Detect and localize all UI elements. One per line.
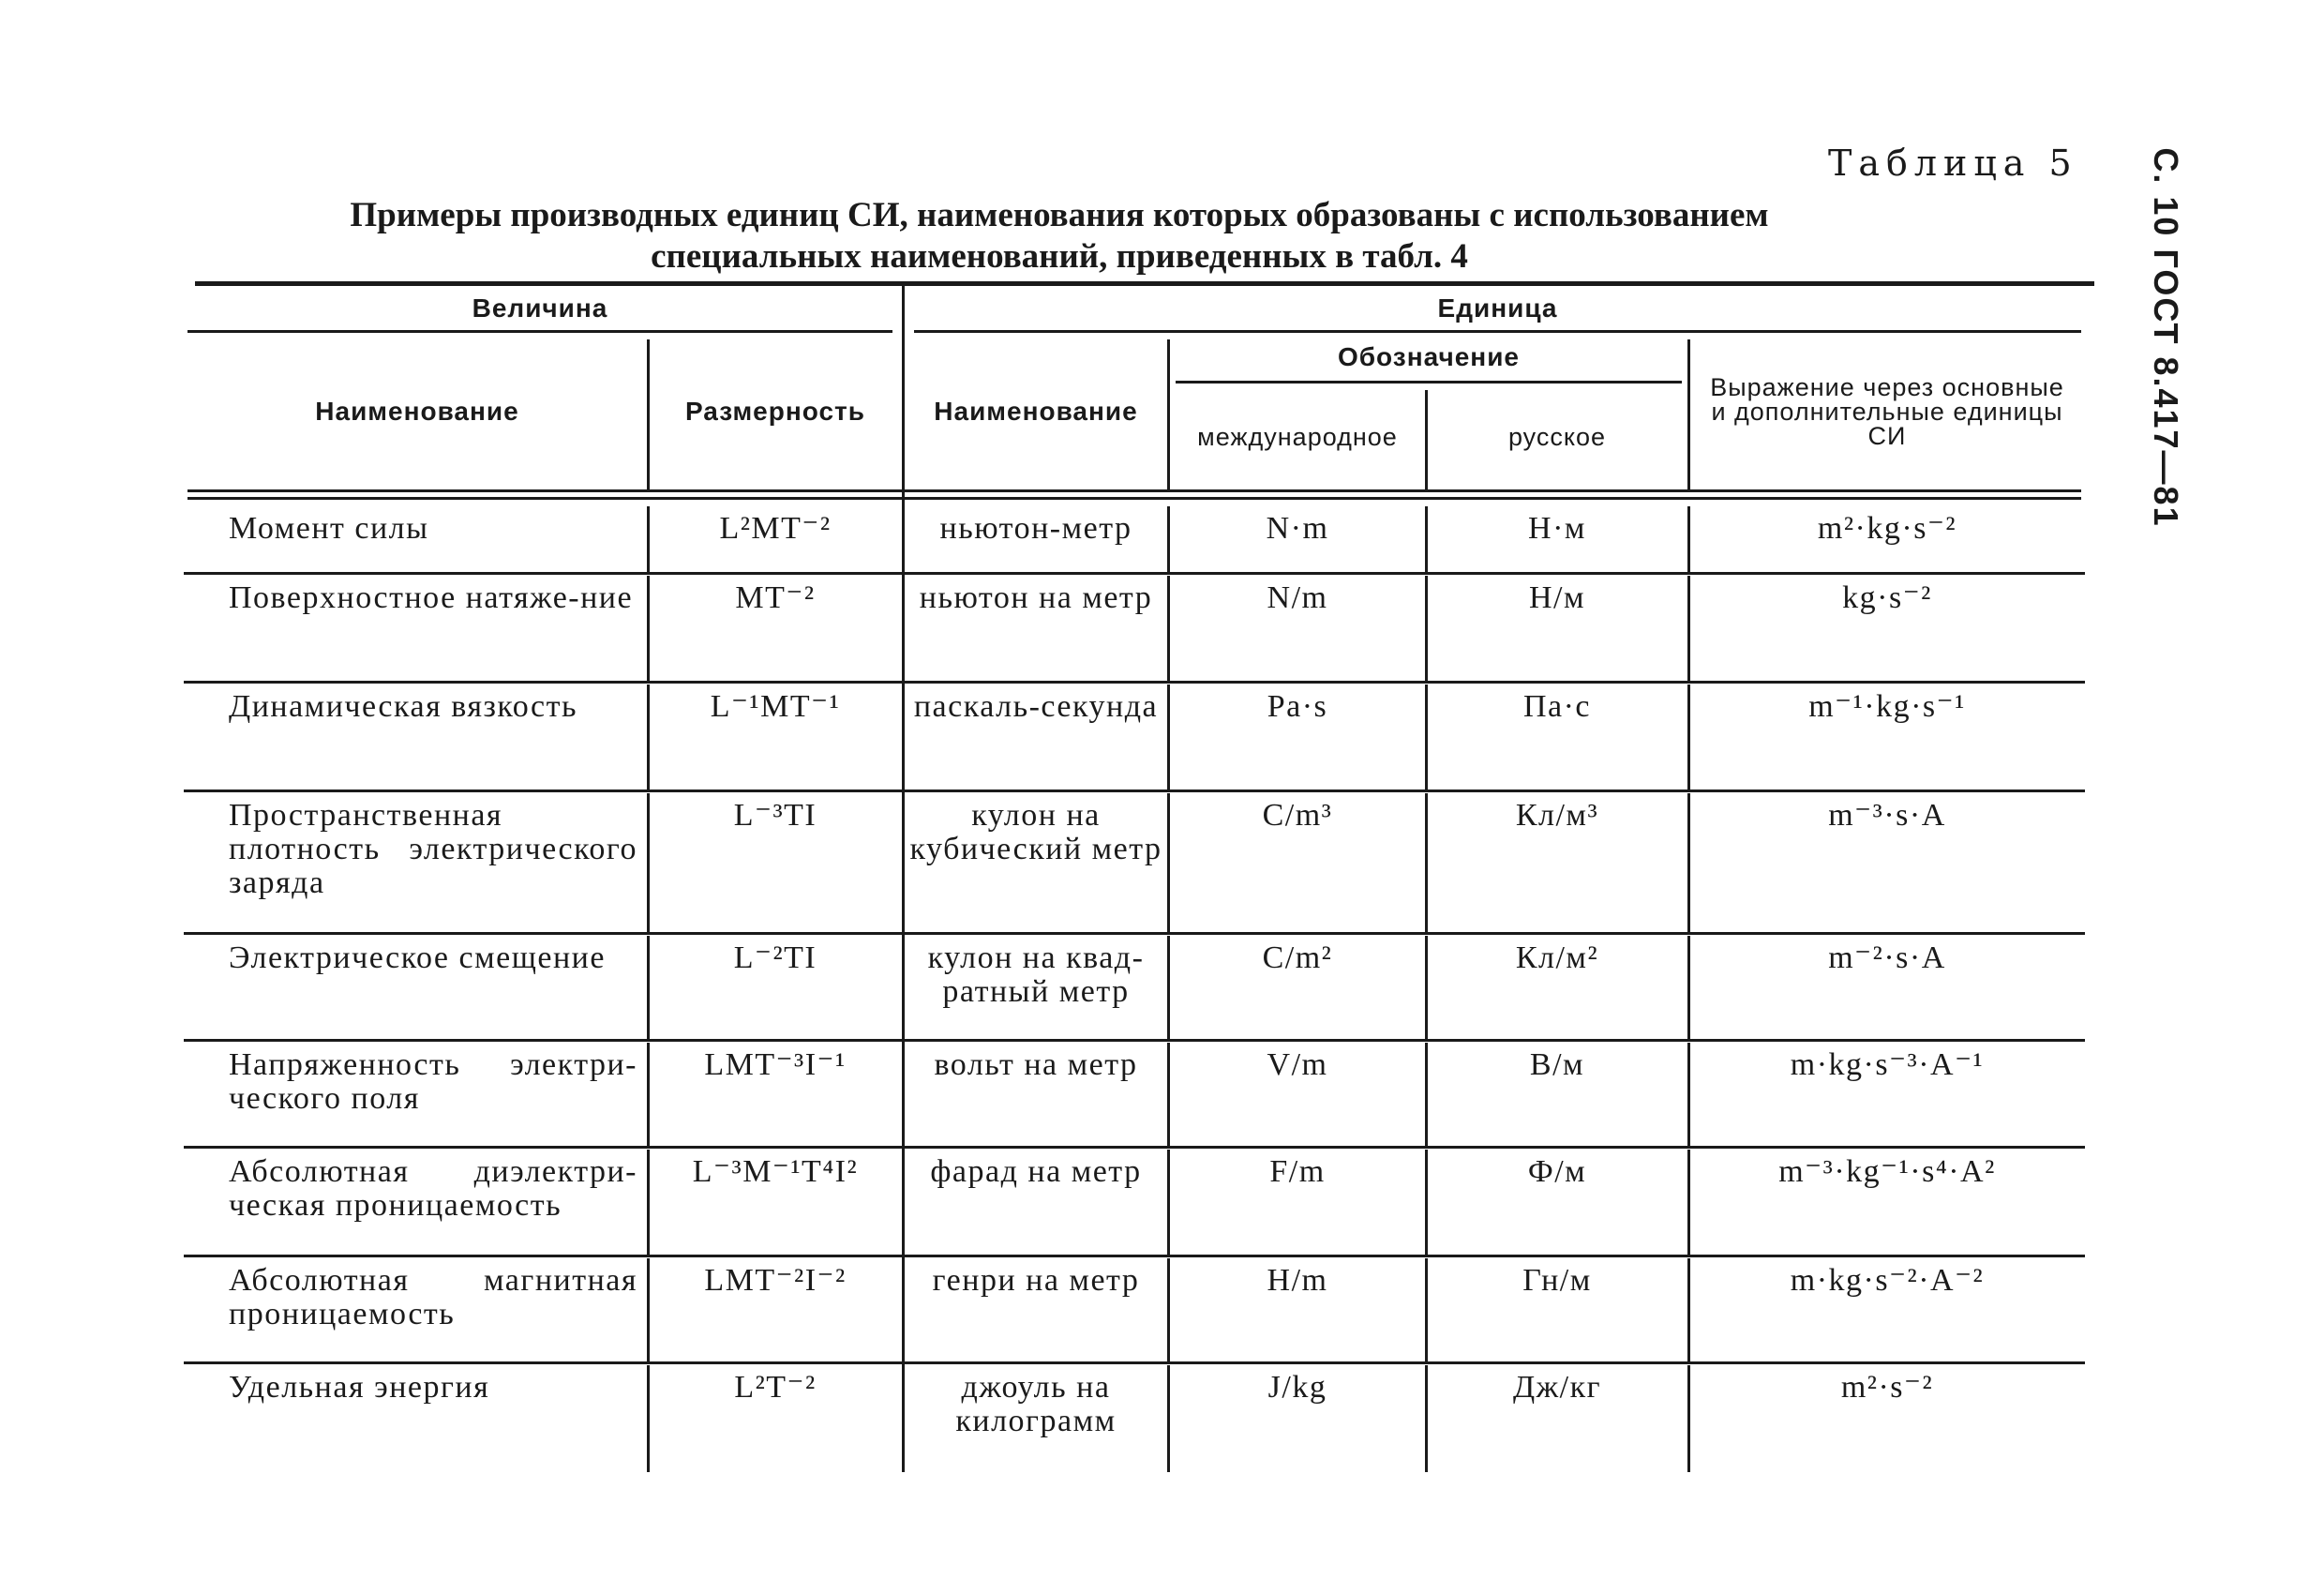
row-quantity-name-text: Напряженность электри-ческого поля	[229, 1047, 637, 1116]
row-russian	[1427, 941, 1687, 1037]
row-divider	[1687, 1365, 1690, 1472]
row-expression-text: m⁻²·s·A	[1828, 940, 1946, 975]
row-unit-name-text: паскаль-секунда	[913, 689, 1159, 724]
row-separator	[184, 1039, 2085, 1042]
table-top-rule	[195, 281, 2094, 286]
row-divider	[1425, 684, 1428, 789]
row-unit-name	[905, 1155, 1167, 1253]
row-international	[1170, 941, 1425, 1037]
row-divider	[1167, 936, 1170, 1039]
row-unit-name	[905, 1048, 1167, 1144]
row-divider	[1687, 576, 1690, 681]
row-divider	[1687, 684, 1690, 789]
row-expression-text: kg·s⁻²	[1842, 580, 1932, 615]
row-russian-text: Гн/м	[1522, 1263, 1592, 1298]
row-separator	[184, 932, 2085, 935]
row-unit-name-text: фарад на метр	[930, 1154, 1142, 1189]
row-unit-name	[905, 690, 1167, 788]
row-expression-text: m·kg·s⁻²·A⁻²	[1790, 1263, 1985, 1298]
row-international	[1170, 581, 1425, 679]
row-international	[1170, 1264, 1425, 1360]
row-unit-name-text: кулон на кубический метр	[909, 798, 1162, 866]
row-separator	[184, 572, 2085, 575]
row-russian-text: В/м	[1529, 1047, 1585, 1082]
row-dimension	[649, 1155, 902, 1253]
row-international-text: H/m	[1267, 1263, 1328, 1298]
row-russian-text: Ф/м	[1527, 1154, 1587, 1189]
header-dimension: Размерность	[685, 397, 865, 426]
row-divider	[1167, 1365, 1170, 1472]
row-quantity-name-text: Абсолютная магнитная проницаемость	[229, 1263, 637, 1331]
row-dimension-text: L⁻¹MT⁻¹	[710, 689, 841, 724]
row-divider	[1687, 506, 1690, 572]
row-russian	[1427, 1371, 1687, 1470]
row-expression-text: m·kg·s⁻³·A⁻¹	[1790, 1047, 1985, 1082]
row-dimension-text: LMT⁻²I⁻²	[704, 1263, 847, 1298]
row-divider	[1687, 1150, 1690, 1255]
row-separator	[184, 1146, 2085, 1149]
row-dimension	[649, 581, 902, 679]
row-quantity-name-text: Динамическая вязкость	[229, 689, 578, 724]
row-russian	[1427, 1264, 1687, 1360]
row-expression-text: m²·kg·s⁻²	[1817, 511, 1957, 546]
row-russian	[1427, 581, 1687, 679]
row-expression	[1690, 941, 2084, 1037]
header-bottom-rule-2	[187, 497, 2081, 500]
row-russian	[1427, 1048, 1687, 1144]
row-divider	[1167, 1150, 1170, 1255]
row-dimension-text: L⁻³TI	[733, 798, 817, 833]
row-international-text: N·m	[1266, 511, 1329, 546]
row-international	[1170, 1048, 1425, 1144]
row-dimension	[649, 690, 902, 788]
row-divider	[1425, 1365, 1428, 1472]
row-divider	[1425, 936, 1428, 1039]
row-international-text: V/m	[1267, 1047, 1328, 1082]
row-unit-name-text: ньютон-метр	[939, 511, 1132, 546]
row-divider	[647, 1043, 650, 1146]
row-russian-text: Н/м	[1528, 580, 1585, 615]
row-divider	[1167, 793, 1170, 932]
row-quantity-name	[187, 512, 647, 570]
row-separator	[184, 789, 2085, 792]
row-expression-text: m²·s⁻²	[1840, 1370, 1934, 1405]
row-international-text: C/m³	[1262, 798, 1333, 833]
row-unit-name-text: вольт на метр	[934, 1047, 1138, 1082]
row-expression	[1690, 690, 2084, 788]
row-russian	[1427, 799, 1687, 930]
row-international-text: C/m²	[1262, 940, 1333, 975]
row-expression	[1690, 1264, 2084, 1360]
row-international	[1170, 1371, 1425, 1470]
designation-rule	[1176, 381, 1682, 383]
row-quantity-name-text: Пространственная плотность электрического заряда	[229, 798, 637, 900]
row-expression	[1690, 1371, 2084, 1470]
table-title-line-1: Примеры производных единиц СИ, наименования которых образованы с использованием	[350, 196, 1769, 234]
row-international	[1170, 799, 1425, 930]
row-divider	[1425, 1150, 1428, 1255]
row-international-text: F/m	[1269, 1154, 1326, 1189]
row-divider	[647, 1150, 650, 1255]
row-quantity-name	[187, 1155, 647, 1253]
row-russian	[1427, 512, 1687, 570]
row-divider	[1687, 936, 1690, 1039]
row-dimension	[649, 941, 902, 1037]
header-unit-name: Наименование	[934, 397, 1138, 426]
row-divider	[1425, 506, 1428, 572]
row-dimension	[649, 1048, 902, 1144]
row-international	[1170, 690, 1425, 788]
table-title-line-2: специальных наименований, приведенных в табл. 4	[651, 237, 1468, 276]
row-quantity-name-text: Удельная энергия	[229, 1370, 490, 1405]
row-divider	[647, 576, 650, 681]
row-expression	[1690, 512, 2084, 570]
row-russian-text: Н·м	[1528, 511, 1586, 546]
unit-group-rule	[914, 330, 2081, 333]
row-dimension-text: L⁻²TI	[733, 940, 817, 975]
header-unit: Единица	[1437, 293, 1558, 323]
row-unit-name-text: кулон на квад-ратный метр	[927, 940, 1145, 1009]
row-divider	[1687, 1258, 1690, 1361]
header-quantity: Величина	[472, 293, 608, 323]
row-separator	[184, 1255, 2085, 1257]
row-expression-text: m⁻³·kg⁻¹·s⁴·A²	[1778, 1154, 1996, 1189]
row-divider	[647, 1258, 650, 1361]
row-dimension-text: L²T⁻²	[734, 1370, 817, 1405]
page-number-standard: С. 10 ГОСТ 8.417—81	[2147, 147, 2185, 528]
row-expression	[1690, 581, 2084, 679]
row-russian	[1427, 690, 1687, 788]
row-divider	[1687, 793, 1690, 932]
row-quantity-name	[187, 581, 647, 679]
row-divider	[1167, 576, 1170, 681]
quantity-group-rule	[187, 330, 892, 333]
row-expression-text: m⁻¹·kg·s⁻¹	[1808, 689, 1966, 724]
row-unit-name	[905, 512, 1167, 570]
row-russian-text: Кл/м²	[1515, 940, 1599, 975]
table-title	[337, 195, 1781, 278]
row-quantity-name	[187, 1371, 647, 1470]
row-divider	[1425, 1043, 1428, 1146]
row-separator	[184, 681, 2085, 684]
row-quantity-name-text: Момент силы	[229, 511, 429, 546]
row-divider	[647, 684, 650, 789]
row-russian-text: Па·с	[1522, 689, 1592, 724]
row-divider	[1425, 576, 1428, 681]
row-unit-name	[905, 1264, 1167, 1360]
row-dimension	[649, 1264, 902, 1360]
row-quantity-name-text: Электрическое смещение	[229, 940, 606, 975]
row-divider	[1167, 1258, 1170, 1361]
row-unit-name-text: генри на метр	[932, 1263, 1140, 1298]
row-dimension	[649, 512, 902, 570]
row-dimension-text: L²MT⁻²	[719, 511, 832, 546]
table-number-label: Таблица 5	[1828, 143, 2078, 184]
row-divider	[1167, 684, 1170, 789]
row-divider	[647, 936, 650, 1039]
row-expression	[1690, 1155, 2084, 1253]
row-expression	[1690, 799, 2084, 930]
row-quantity-name	[187, 1264, 647, 1360]
row-international-text: J/kg	[1267, 1370, 1327, 1405]
header-bottom-rule-1	[187, 489, 2081, 492]
row-dimension-text: MT⁻²	[735, 580, 816, 615]
row-divider	[1167, 1043, 1170, 1146]
row-separator	[184, 1361, 2085, 1364]
row-quantity-name-text: Поверхностное натяже-ние	[229, 580, 634, 615]
row-divider	[1425, 793, 1428, 932]
row-unit-name	[905, 799, 1167, 930]
row-quantity-name	[187, 1048, 647, 1144]
row-international	[1170, 512, 1425, 570]
page-side-header	[2137, 147, 2194, 528]
row-dimension	[649, 799, 902, 930]
row-quantity-name	[187, 690, 647, 788]
row-expression-text: m⁻³·s·A	[1828, 798, 1946, 833]
row-unit-name-text: ньютон на метр	[919, 580, 1153, 615]
header-international: международное	[1197, 423, 1398, 451]
row-unit-name	[905, 1371, 1167, 1470]
row-quantity-name	[187, 941, 647, 1037]
row-international-text: N/m	[1267, 580, 1328, 615]
row-international	[1170, 1155, 1425, 1253]
row-divider	[1425, 1258, 1428, 1361]
row-divider	[1167, 506, 1170, 572]
row-russian-text: Кл/м³	[1515, 798, 1599, 833]
row-russian	[1427, 1155, 1687, 1253]
row-divider	[1687, 1043, 1690, 1146]
row-divider	[647, 506, 650, 572]
row-divider	[647, 1365, 650, 1472]
header-designation: Обозначение	[1337, 342, 1521, 371]
row-unit-name-text: джоуль на килограмм	[955, 1370, 1117, 1438]
row-russian-text: Дж/кг	[1512, 1370, 1602, 1405]
row-unit-name	[905, 581, 1167, 679]
row-dimension-text: L⁻³M⁻¹T⁴I²	[692, 1154, 859, 1189]
row-expression	[1690, 1048, 2084, 1144]
row-dimension-text: LMT⁻³I⁻¹	[704, 1047, 847, 1082]
row-quantity-name	[187, 799, 647, 930]
header-russian: русское	[1507, 423, 1607, 451]
header-quantity-name: Наименование	[315, 397, 519, 426]
row-unit-name	[905, 941, 1167, 1037]
row-dimension	[649, 1371, 902, 1470]
row-quantity-name-text: Абсолютная диэлектри-ческая проницаемость	[229, 1154, 637, 1223]
header-expression: Выражение через основные и дополнительные единицы СИ	[1710, 373, 2064, 450]
row-divider	[647, 793, 650, 932]
row-international-text: Pa·s	[1267, 689, 1328, 724]
